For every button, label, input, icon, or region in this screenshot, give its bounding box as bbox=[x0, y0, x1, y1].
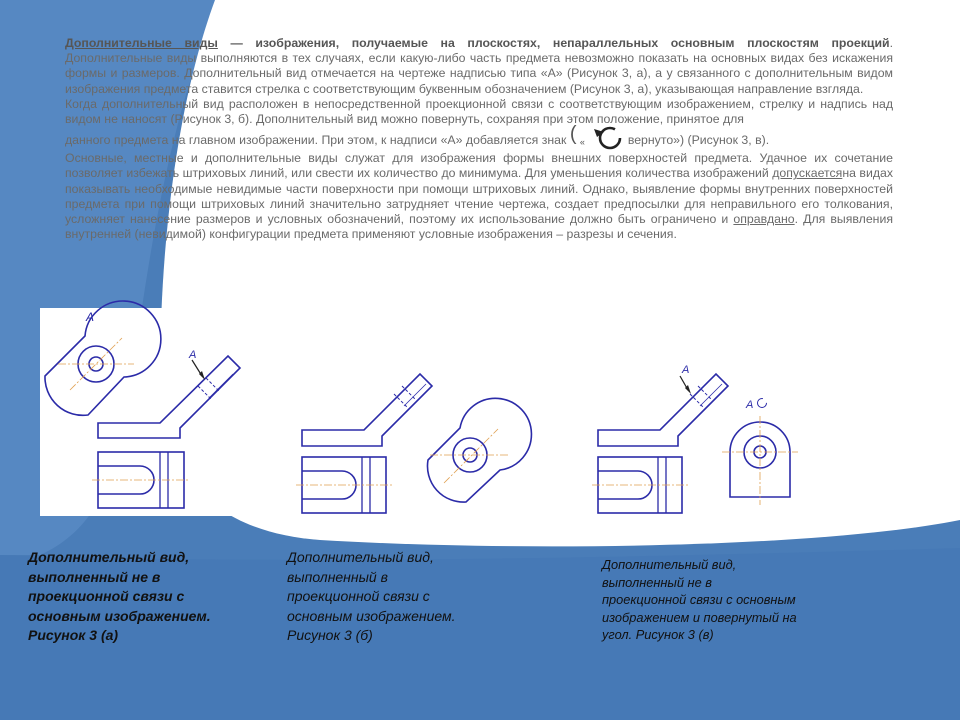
figure-3a bbox=[45, 301, 240, 508]
caption-line: выполненный в bbox=[287, 568, 388, 585]
caption-line: угол. Рисунок 3 (в) bbox=[602, 627, 714, 642]
caption-figure-3b bbox=[287, 548, 507, 646]
figure-3b bbox=[296, 374, 531, 513]
caption-line: выполненный не в bbox=[28, 568, 161, 585]
rotation-symbol-paren: ( bbox=[569, 123, 577, 146]
caption-line: выполненный не в bbox=[602, 574, 712, 590]
additional-view-outline bbox=[427, 398, 531, 502]
term-additional-views: Дополнительные виды bbox=[65, 36, 218, 50]
usage-text-c: . Для выявления внутренней (невидимой) конфигурации предмета применяют условные изображения – разрезы и сечения. bbox=[65, 212, 894, 242]
caption-line: изображением и повернутый на bbox=[602, 609, 797, 625]
hidden-line bbox=[198, 386, 212, 400]
rotation-sign-small-icon bbox=[758, 399, 767, 408]
hidden-line bbox=[402, 386, 416, 400]
arrow-label-a: А bbox=[189, 349, 197, 361]
caption-line: проекционной связи с bbox=[287, 588, 430, 604]
additional-view-outline bbox=[45, 301, 161, 415]
front-view-outline bbox=[98, 356, 240, 438]
caption-line: основным изображением. bbox=[287, 607, 456, 624]
front-view-outline bbox=[598, 374, 728, 446]
caption-line: проекционной связи с bbox=[28, 588, 185, 604]
caption-line: Рисунок 3 (а) bbox=[28, 627, 119, 643]
caption-line: основным изображением. bbox=[28, 607, 211, 624]
arrow-label-a: А bbox=[682, 364, 690, 376]
usage-text-a: Основные, местные и дополнительные виды служат для изображения формы внешних поверхностей предмета. Удачное их сочетание позволяет избежать штриховых линий, или свести их количество до минимума. Для уменьшения количества изображений bbox=[65, 151, 893, 181]
rotation-text-after: вернуто») (Рисунок 3, в). bbox=[627, 133, 770, 148]
figure-3c bbox=[592, 364, 798, 513]
caption-figure-3c bbox=[602, 556, 842, 644]
caption-line: Рисунок 3 (б) bbox=[287, 627, 373, 643]
axis-line-diagonal bbox=[444, 429, 498, 483]
link-dopuskaetsya: допускается bbox=[772, 166, 843, 181]
projection-text: Когда дополнительный вид расположен в непосредственной проекционной связи с соответствующим изображением, стрелку и надпись над видом не наносят (Рисунок 3, б). Дополнительный вид можно повернуть, сохраняя при этом положение, принятое для bbox=[65, 96, 893, 127]
caption-line: Дополнительный вид, bbox=[602, 557, 737, 572]
hidden-line bbox=[394, 394, 408, 408]
usage-text-b: на видах показывать необходимые невидимые части поверхности при помощи штриховых линий. Однако, выявление формы внутренних поверхностей предмета при помощи штриховых линий значительно затрудняет чтение чертежа, создает предпосылки для неправильного его толкования, усложняет нанесение размеров и условных обозначений, поэтому их использование должно быть ограничено и bbox=[65, 166, 893, 227]
view-label-a-rotated: А bbox=[746, 399, 754, 411]
caption-line: Дополнительный вид, bbox=[287, 549, 434, 565]
view-label-a: А bbox=[86, 310, 95, 324]
rotation-text-before: данного предмета на главном изображении. При этом, к надписи «А» добавляется знак bbox=[65, 133, 567, 148]
caption-line: Дополнительный вид, bbox=[28, 549, 190, 565]
hidden-line bbox=[698, 386, 712, 400]
hidden-line bbox=[206, 378, 220, 392]
hatch-line bbox=[209, 374, 233, 398]
hidden-line bbox=[690, 394, 704, 408]
definition-lead: — изображения, получаемые на плоскостях, непараллельных основным плоскостям проекций bbox=[217, 36, 890, 50]
caption-figure-3a bbox=[28, 548, 268, 646]
caption-line: проекционной связи с основным bbox=[602, 592, 796, 607]
rotation-symbol-quote: « bbox=[579, 137, 585, 148]
front-view-outline bbox=[302, 374, 432, 446]
definition-rest: . Дополнительные виды выполняются в тех случаях, если какую-либо часть предмета невозможно показать на основных видах без искажения формы и размеров. Дополнительный вид отмечается на чертеже надписью типа «А» (Рисунок 3, а), а у связанного с дополнительным видом изображения предмета ставится стрелка с соответствующим буквенным обозначением (Рисунок 3, а), указывающая направление взгляда. bbox=[65, 36, 893, 96]
link-opravdano: оправдано bbox=[733, 212, 795, 227]
